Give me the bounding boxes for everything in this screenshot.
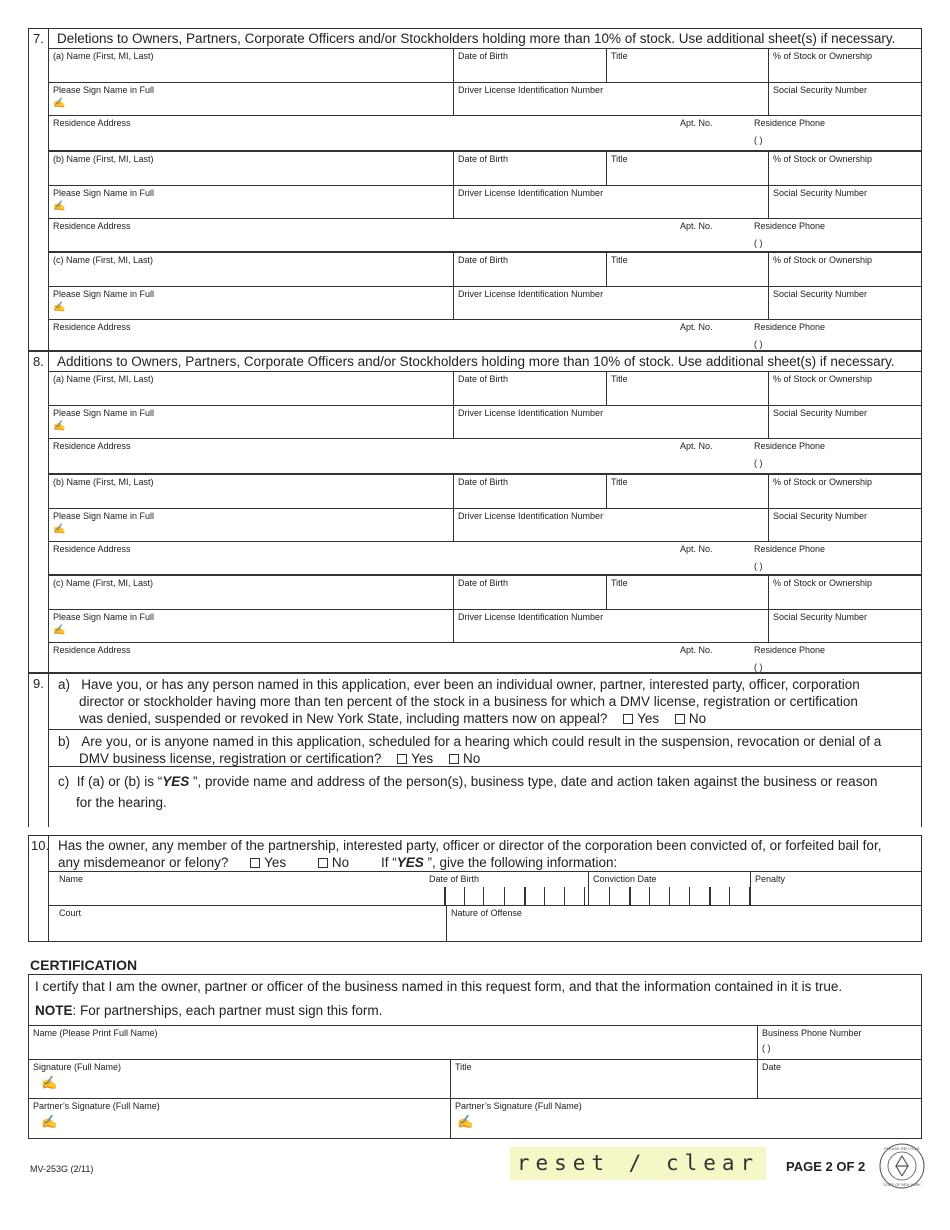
question-9b	[49, 729, 921, 771]
apt-label: Apt. No.	[680, 544, 713, 554]
signature-label: Signature (Full Name)	[33, 1062, 122, 1072]
q10-penalty-label: Penalty	[755, 874, 786, 884]
title-field[interactable]	[606, 475, 768, 508]
date-label: Date	[762, 1062, 782, 1072]
title-cell[interactable]	[450, 1060, 757, 1098]
ssn-label: Social Security Number	[773, 187, 868, 198]
sign-label: Please Sign Name in Full	[53, 510, 155, 521]
stock-field[interactable]	[768, 152, 921, 185]
section-number: 9.	[29, 674, 49, 827]
certification-box	[28, 974, 922, 1139]
address-label: Residence Address	[53, 544, 131, 554]
dob-label: Date of Birth	[458, 374, 509, 384]
name-field[interactable]	[49, 475, 453, 508]
q9b-no-label: No	[462, 751, 481, 766]
person-row-sign	[49, 83, 921, 117]
marker-b: b)	[58, 734, 71, 749]
recycle-seal-icon	[878, 1142, 926, 1190]
person-row-name	[49, 576, 921, 610]
sign-label: Please Sign Name in Full	[53, 84, 155, 95]
q9b-no-checkbox[interactable]	[449, 754, 459, 764]
date-tick	[483, 887, 484, 905]
section-10-convictions	[28, 835, 922, 942]
partner-signature-cell-2[interactable]	[450, 1099, 921, 1139]
q10-if-pre: If “	[380, 855, 397, 870]
q9a-line3: was denied, suspended or revoked in New York State, including matters now on appeal?	[79, 711, 608, 726]
phone-parens: ( )	[754, 458, 763, 468]
phone-label: Residence Phone	[754, 322, 826, 332]
date-tick	[709, 887, 711, 905]
apt-label: Apt. No.	[680, 221, 713, 231]
q9c-pre: If (a) or (b) is “	[76, 774, 163, 789]
dob-label: Date of Birth	[458, 154, 509, 164]
ssn-field[interactable]	[768, 83, 921, 116]
name-label: (c) Name (First, MI, Last)	[53, 255, 154, 265]
date-tick	[629, 887, 631, 905]
dob-field[interactable]	[453, 576, 606, 609]
title-label: Title	[611, 255, 628, 265]
address-label: Residence Address	[53, 322, 131, 332]
date-tick	[564, 887, 565, 905]
phone-parens: ( )	[754, 662, 763, 672]
partner-sig-label: Partner’s Signature (Full Name)	[455, 1101, 582, 1111]
pen-icon: ✍	[41, 1075, 58, 1090]
title-label: Title	[611, 51, 628, 61]
title-label: Title	[611, 477, 628, 487]
q9b-line2: DMV business license, registration or certification?	[79, 751, 382, 766]
stock-field[interactable]	[768, 576, 921, 609]
date-tick	[649, 887, 650, 905]
pen-icon: ✍	[457, 1114, 474, 1129]
person-row-sign	[49, 287, 921, 321]
ssn-label: Social Security Number	[773, 510, 868, 521]
q10-conviction-label: Conviction Date	[593, 874, 657, 884]
apt-label: Apt. No.	[680, 118, 713, 128]
q9b-yes-checkbox[interactable]	[397, 754, 407, 764]
dl-field[interactable]	[453, 186, 768, 219]
pen-icon: ✍	[53, 420, 66, 432]
ssn-field[interactable]	[768, 509, 921, 542]
person-row-name	[49, 253, 921, 287]
print-name-cell[interactable]	[29, 1026, 757, 1059]
q10-court-cell[interactable]	[49, 906, 446, 941]
sign-label: Please Sign Name in Full	[53, 288, 155, 299]
cert-row2	[29, 1060, 921, 1099]
stock-label: % of Stock or Ownership	[773, 51, 873, 61]
date-tick	[464, 887, 465, 905]
person-block	[49, 473, 921, 574]
date-tick	[729, 887, 730, 905]
date-cell[interactable]	[757, 1060, 921, 1098]
seal-top-text: PLEASE RECYCLE	[884, 1146, 920, 1151]
dl-label: Driver License Identification Number	[458, 510, 604, 521]
q10-nature-label: Nature of Offense	[451, 908, 522, 918]
pen-icon: ✍	[53, 200, 66, 212]
ssn-label: Social Security Number	[773, 407, 868, 418]
dl-label: Driver License Identification Number	[458, 611, 604, 622]
partner-signature-cell-1[interactable]	[29, 1099, 450, 1139]
pen-icon: ✍	[41, 1114, 58, 1129]
date-tick	[444, 887, 446, 905]
business-phone-label: Business Phone Number	[762, 1028, 862, 1038]
note-bold: NOTE	[35, 1003, 73, 1018]
name-label: (a) Name (First, MI, Last)	[53, 51, 154, 61]
signature-field[interactable]	[49, 287, 453, 320]
pen-icon: ✍	[53, 301, 66, 313]
q10-no-checkbox[interactable]	[318, 858, 328, 868]
q10-if-post: ”, give the following information:	[423, 855, 618, 870]
q10-row2	[49, 906, 921, 941]
q10-name-label: Name	[59, 874, 84, 884]
dl-label: Driver License Identification Number	[458, 407, 604, 418]
person-block	[49, 372, 921, 473]
stock-field[interactable]	[768, 253, 921, 286]
stock-field[interactable]	[768, 475, 921, 508]
q10-line2: any misdemeanor or felony?	[58, 855, 229, 870]
stock-field[interactable]	[768, 49, 921, 82]
section-9-questions	[28, 673, 922, 827]
section-7-deletions	[28, 28, 922, 351]
date-tick	[584, 887, 585, 905]
date-tick	[689, 887, 690, 905]
dob-label: Date of Birth	[458, 477, 509, 487]
q10-no-label: No	[331, 855, 350, 870]
q9b-line1: Are you, or is anyone named in this application, scheduled for a hearing which could result in the suspension, revocation or denial of a	[81, 734, 882, 749]
stock-field[interactable]	[768, 372, 921, 405]
section-heading: Additions to Owners, Partners, Corporate Officers and/or Stockholders holding more than 10% of stock. Use additional sheet(s) if necessary.	[49, 352, 921, 372]
dob-field[interactable]	[453, 49, 606, 82]
date-tick	[524, 887, 526, 905]
q10-dob-cell[interactable]	[425, 872, 588, 905]
stock-label: % of Stock or Ownership	[773, 374, 873, 384]
section-heading: Deletions to Owners, Partners, Corporate Officers and/or Stockholders holding more than 10% of stock. Use additional sheet(s) if necessary.	[49, 29, 921, 49]
title-field[interactable]	[606, 253, 768, 286]
signature-field[interactable]	[49, 83, 453, 116]
ssn-label: Social Security Number	[773, 611, 868, 622]
dob-label: Date of Birth	[458, 578, 509, 588]
sign-label: Please Sign Name in Full	[53, 187, 155, 198]
name-field[interactable]	[49, 49, 453, 82]
q9c-yes: YES	[162, 774, 190, 789]
person-row-address	[49, 542, 921, 576]
apt-label: Apt. No.	[680, 645, 713, 655]
q9b-yes-label: Yes	[411, 751, 434, 766]
signature-field[interactable]	[49, 610, 453, 643]
name-label: (b) Name (First, MI, Last)	[53, 154, 154, 164]
phone-parens: ( )	[754, 561, 763, 571]
dl-label: Driver License Identification Number	[458, 84, 604, 95]
section-8-additions	[28, 351, 922, 673]
person-row-sign	[49, 610, 921, 644]
address-label: Residence Address	[53, 645, 131, 655]
phone-label: Residence Phone	[754, 645, 826, 655]
q10-dob-label: Date of Birth	[429, 874, 480, 884]
dl-field[interactable]	[453, 406, 768, 439]
apt-label: Apt. No.	[680, 322, 713, 332]
person-row-address	[49, 439, 921, 473]
q9a-no-label: No	[688, 711, 707, 726]
signature-field[interactable]	[49, 186, 453, 219]
title-field[interactable]	[606, 576, 768, 609]
dl-field[interactable]	[453, 287, 768, 320]
ssn-field[interactable]	[768, 610, 921, 643]
q10-if-yes: YES	[396, 855, 424, 870]
person-row-sign	[49, 509, 921, 543]
page-number: PAGE 2 OF 2	[786, 1159, 866, 1174]
person-row-address	[49, 320, 921, 354]
person-row-address	[49, 643, 921, 677]
person-row-name	[49, 372, 921, 406]
section-number: 8.	[29, 352, 49, 672]
q9a-yes-checkbox[interactable]	[623, 714, 633, 724]
date-tick	[669, 887, 670, 905]
dob-label: Date of Birth	[458, 255, 509, 265]
person-block	[49, 574, 921, 675]
address-label: Residence Address	[53, 221, 131, 231]
ssn-label: Social Security Number	[773, 288, 868, 299]
person-row-name	[49, 49, 921, 83]
stock-label: % of Stock or Ownership	[773, 154, 873, 164]
apt-label: Apt. No.	[680, 441, 713, 451]
business-phone-parens: ( )	[762, 1043, 771, 1053]
dl-label: Driver License Identification Number	[458, 288, 604, 299]
title-label: Title	[611, 374, 628, 384]
date-tick	[609, 887, 610, 905]
q9c-post: ”, provide name and address of the person(s), business type, date and action taken against the business or reason	[189, 774, 878, 789]
q10-line1: Has the owner, any member of the partnership, interested party, officer or director of the corporation been convicted of, or forfeited bail for,	[58, 838, 882, 853]
name-field[interactable]	[49, 152, 453, 185]
name-label: (b) Name (First, MI, Last)	[53, 477, 154, 487]
person-block	[49, 49, 921, 150]
ssn-field[interactable]	[768, 287, 921, 320]
q10-court-label: Court	[59, 908, 82, 918]
cert-row1	[29, 1025, 921, 1060]
question-9a	[49, 676, 921, 727]
q10-penalty-cell[interactable]	[750, 872, 921, 905]
stock-label: % of Stock or Ownership	[773, 578, 873, 588]
dl-field[interactable]	[453, 610, 768, 643]
q10-yes-label: Yes	[264, 855, 287, 870]
q10-name-cell[interactable]	[49, 872, 425, 905]
partner-sig-label: Partner’s Signature (Full Name)	[33, 1101, 160, 1111]
question-9c[interactable]	[49, 766, 921, 828]
signature-field[interactable]	[49, 509, 453, 542]
name-field[interactable]	[49, 576, 453, 609]
phone-label: Residence Phone	[754, 544, 826, 554]
ssn-field[interactable]	[768, 186, 921, 219]
phone-label: Residence Phone	[754, 118, 826, 128]
title-label: Title	[611, 154, 628, 164]
person-row-name	[49, 475, 921, 509]
section-number: 7.	[29, 29, 49, 350]
business-phone-cell[interactable]	[757, 1026, 921, 1059]
certification-title: CERTIFICATION	[30, 957, 138, 973]
title-field[interactable]	[606, 372, 768, 405]
phone-parens: ( )	[754, 238, 763, 248]
person-row-sign	[49, 186, 921, 220]
q9c-line2: for the hearing.	[76, 795, 167, 810]
certification-statement: I certify that I am the owner, partner or officer of the business named in this request form, and that the information contained in it is true.	[35, 979, 843, 994]
title-field[interactable]	[606, 152, 768, 185]
pen-icon: ✍	[53, 624, 66, 636]
marker-c: c)	[58, 774, 70, 789]
date-tick	[544, 887, 545, 905]
dl-label: Driver License Identification Number	[458, 187, 604, 198]
sign-label: Please Sign Name in Full	[53, 407, 155, 418]
person-row-name	[49, 152, 921, 186]
phone-parens: ( )	[754, 339, 763, 349]
name-field[interactable]	[49, 253, 453, 286]
phone-parens: ( )	[754, 135, 763, 145]
cert-row3	[29, 1099, 921, 1139]
person-row-sign	[49, 406, 921, 440]
pen-icon: ✍	[53, 97, 66, 109]
dob-field[interactable]	[453, 372, 606, 405]
signature-cell[interactable]	[29, 1060, 450, 1098]
pen-icon: ✍	[53, 523, 66, 535]
reset-clear-button[interactable]: reset / clear	[510, 1147, 766, 1180]
marker-a: a)	[58, 677, 71, 692]
name-label: (a) Name (First, MI, Last)	[53, 374, 154, 384]
title-field[interactable]	[606, 49, 768, 82]
dob-field[interactable]	[453, 152, 606, 185]
q9a-yes-label: Yes	[637, 711, 660, 726]
q9a-no-checkbox[interactable]	[675, 714, 685, 724]
q9a-line1: Have you, or has any person named in this application, ever been an individual owner, partner, interested party, officer, corporation	[81, 677, 860, 692]
person-row-address	[49, 116, 921, 150]
address-label: Residence Address	[53, 441, 131, 451]
person-row-address	[49, 219, 921, 253]
q10-conviction-cell[interactable]	[588, 872, 750, 905]
q9a-line2: director or stockholder having more than ten percent of the stock in a business for which a DMV license, registration or certification	[79, 694, 858, 709]
person-block	[49, 251, 921, 352]
section-number: 10.	[29, 836, 49, 941]
dob-field[interactable]	[453, 253, 606, 286]
title-label: Title	[455, 1062, 472, 1072]
q10-nature-cell[interactable]	[446, 906, 921, 941]
phone-label: Residence Phone	[754, 221, 826, 231]
dob-label: Date of Birth	[458, 51, 509, 61]
note-rest: : For partnerships, each partner must sign this form.	[72, 1003, 383, 1018]
dl-field[interactable]	[453, 509, 768, 542]
address-label: Residence Address	[53, 118, 131, 128]
stock-label: % of Stock or Ownership	[773, 255, 873, 265]
dl-field[interactable]	[453, 83, 768, 116]
print-name-label: Name (Please Print Full Name)	[33, 1028, 158, 1038]
phone-label: Residence Phone	[754, 441, 826, 451]
q10-yes-checkbox[interactable]	[250, 858, 260, 868]
date-tick	[504, 887, 505, 905]
signature-field[interactable]	[49, 406, 453, 439]
dob-field[interactable]	[453, 475, 606, 508]
q10-row1	[49, 871, 921, 906]
name-label: (c) Name (First, MI, Last)	[53, 578, 154, 588]
name-field[interactable]	[49, 372, 453, 405]
person-block	[49, 150, 921, 251]
sign-label: Please Sign Name in Full	[53, 611, 155, 622]
form-code: MV-253G (2/11)	[30, 1164, 94, 1174]
title-label: Title	[611, 578, 628, 588]
stock-label: % of Stock or Ownership	[773, 477, 873, 487]
seal-bottom-text: STATE OF NEW YORK	[883, 1183, 921, 1187]
ssn-field[interactable]	[768, 406, 921, 439]
question-10	[49, 837, 921, 871]
ssn-label: Social Security Number	[773, 84, 868, 95]
certification-note	[35, 1003, 382, 1018]
